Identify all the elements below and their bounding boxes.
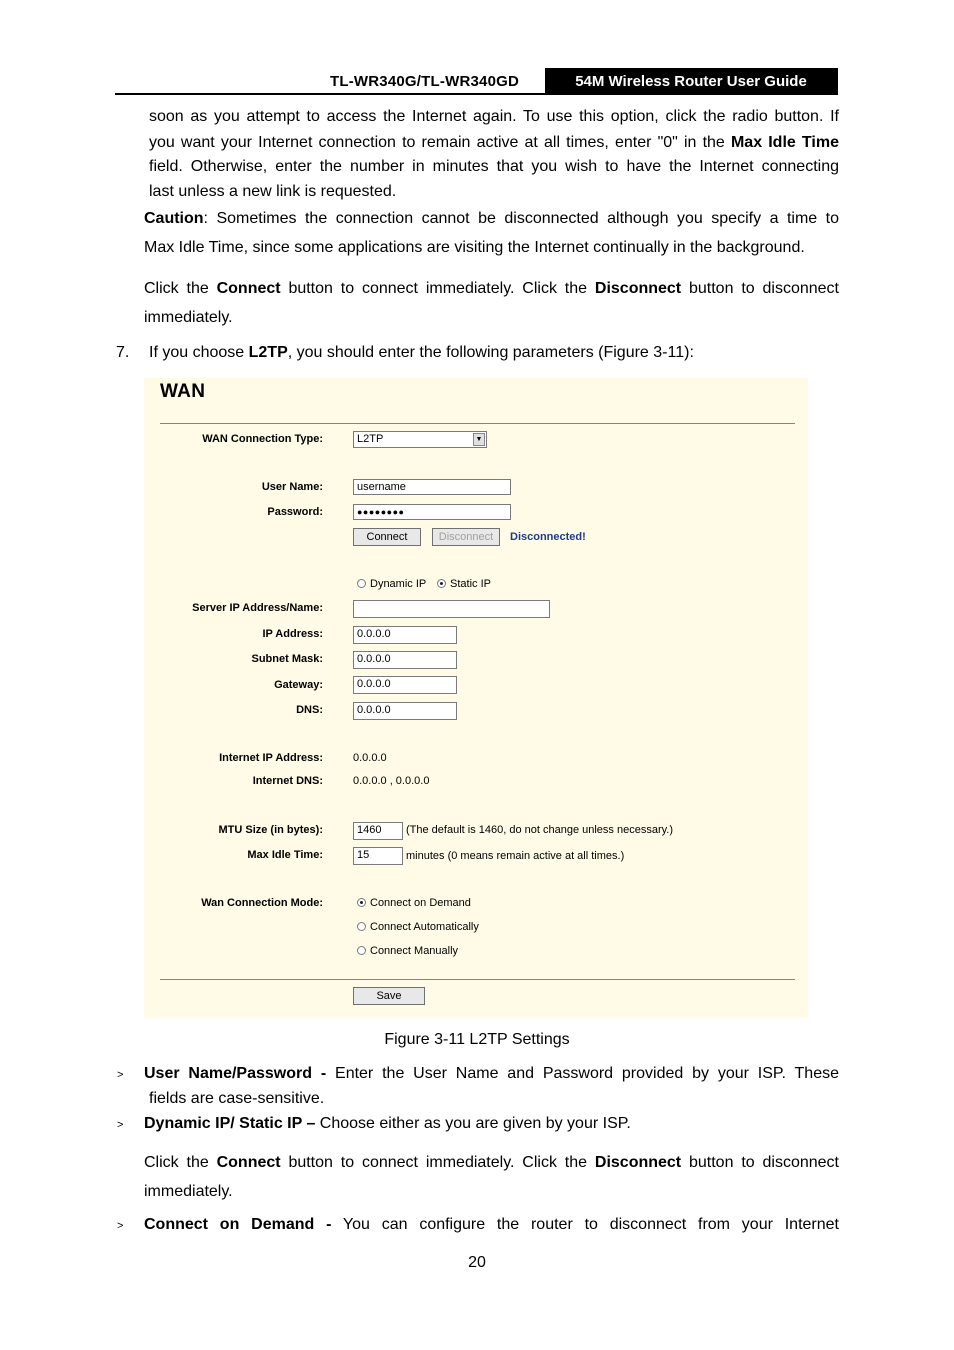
bullet-user-name-password-line-2: fields are case-sensitive. xyxy=(149,1090,325,1107)
connect-para-1-line-1: Click the Connect button to connect immediately. Click the Disconnect button to disconnect xyxy=(144,280,839,297)
connection-status: Disconnected! xyxy=(510,531,586,543)
static-ip-radio[interactable] xyxy=(437,579,446,588)
gateway-input[interactable]: 0.0.0.0 xyxy=(353,676,457,694)
wan-connection-type-label: WAN Connection Type: xyxy=(202,433,323,445)
max-idle-time-term: Max Idle Time xyxy=(730,134,839,151)
password-input[interactable]: ●●●●●●●● xyxy=(353,504,511,520)
caution-line-2: Max Idle Time, since some applications are visiting the Internet continually in the background. xyxy=(144,239,805,256)
header-tick xyxy=(836,68,838,95)
connect-automatically-option[interactable]: Connect Automatically xyxy=(357,921,479,933)
internet-ip-label: Internet IP Address: xyxy=(219,752,323,764)
save-button[interactable]: Save xyxy=(353,987,425,1005)
page-number: 20 xyxy=(468,1254,486,1271)
step-7-number: 7. xyxy=(116,344,130,361)
user-name-input[interactable]: username xyxy=(353,479,511,495)
subnet-mask-input[interactable]: 0.0.0.0 xyxy=(353,651,457,669)
figure-caption: Figure 3-11 L2TP Settings xyxy=(384,1031,570,1048)
dns-input[interactable]: 0.0.0.0 xyxy=(353,702,457,720)
doc-guide-header: 54M Wireless Router User Guide xyxy=(545,68,837,94)
dynamic-ip-radio[interactable] xyxy=(357,579,366,588)
ip-address-label: IP Address: xyxy=(262,628,323,640)
connect-para-2-line-1: Click the Connect button to connect immediately. Click the Disconnect button to disconnect xyxy=(144,1154,839,1171)
internet-ip-value: 0.0.0.0 xyxy=(353,752,387,764)
connect-para-1-line-2: immediately. xyxy=(144,309,233,326)
mtu-note: (The default is 1460, do not change unless necessary.) xyxy=(406,824,674,836)
intro-line-3: field. Otherwise, enter the number in minutes that you wish to have the Internet connecting xyxy=(149,158,839,175)
password-label: Password: xyxy=(267,506,323,518)
connect-on-demand-option[interactable]: Connect on Demand xyxy=(357,897,471,909)
connect-para-2-line-2: immediately. xyxy=(144,1183,233,1200)
connect-automatically-radio[interactable] xyxy=(357,922,366,931)
wan-connection-mode-label: Wan Connection Mode: xyxy=(201,897,323,909)
disconnect-button[interactable]: Disconnect xyxy=(432,528,500,546)
intro-line-4: last unless a new link is requested. xyxy=(149,183,397,200)
bullet-connect-on-demand: Connect on Demand - You can configure the router to disconnect from your Internet xyxy=(144,1216,839,1233)
mtu-size-input[interactable]: 1460 xyxy=(353,822,403,840)
internet-dns-label: Internet DNS: xyxy=(252,775,323,787)
wan-top-rule xyxy=(160,423,795,424)
wan-bottom-rule xyxy=(160,979,795,980)
mtu-size-label: MTU Size (in bytes): xyxy=(218,824,323,836)
connect-on-demand-radio[interactable] xyxy=(357,898,366,907)
wan-connection-type-select[interactable]: L2TP ▼ xyxy=(353,431,487,448)
header-rule xyxy=(115,93,837,95)
static-ip-option[interactable]: Static IP xyxy=(437,578,491,590)
subnet-mask-label: Subnet Mask: xyxy=(251,653,323,665)
step-7-text: If you choose L2TP, you should enter the following parameters (Figure 3-11): xyxy=(149,344,694,361)
server-ip-input[interactable] xyxy=(353,600,550,618)
bullet-user-name-password: User Name/Password - Enter the User Name and Password provided by your ISP. These xyxy=(144,1065,839,1082)
chevron-down-icon[interactable]: ▼ xyxy=(473,433,485,446)
server-ip-label: Server IP Address/Name: xyxy=(192,602,323,614)
max-idle-time-label: Max Idle Time: xyxy=(247,849,323,861)
intro-line-2: you want your Internet connection to remain active at all times, enter "0" in the Max Idle Time xyxy=(149,134,839,151)
caution-line-1: Caution: Sometimes the connection cannot be disconnected although you specify a time to xyxy=(144,210,839,227)
bullet-arrow-icon: > xyxy=(117,1069,124,1081)
max-idle-note: minutes (0 means remain active at all times.) xyxy=(406,850,625,862)
ip-address-input[interactable]: 0.0.0.0 xyxy=(353,626,457,644)
dns-label: DNS: xyxy=(296,704,323,716)
dynamic-ip-option[interactable]: Dynamic IP xyxy=(357,578,426,590)
max-idle-time-input[interactable]: 15 xyxy=(353,847,403,865)
bullet-arrow-icon: > xyxy=(117,1119,124,1131)
connect-manually-radio[interactable] xyxy=(357,946,366,955)
user-name-label: User Name: xyxy=(261,481,323,493)
wan-title: WAN xyxy=(160,381,206,402)
bullet-arrow-icon: > xyxy=(117,1220,124,1232)
doc-model-header: TL-WR340G/TL-WR340GD xyxy=(330,73,520,90)
connect-button[interactable]: Connect xyxy=(353,528,421,546)
internet-dns-value: 0.0.0.0 , 0.0.0.0 xyxy=(353,775,430,787)
caution-label: Caution xyxy=(144,210,204,227)
intro-line-1: soon as you attempt to access the Internet again. To use this option, click the radio button. If xyxy=(149,108,839,125)
bullet-dynamic-static-ip: Dynamic IP/ Static IP – Choose either as you are given by your ISP. xyxy=(144,1115,631,1132)
gateway-label: Gateway: xyxy=(274,679,323,691)
connect-manually-option[interactable]: Connect Manually xyxy=(357,945,458,957)
